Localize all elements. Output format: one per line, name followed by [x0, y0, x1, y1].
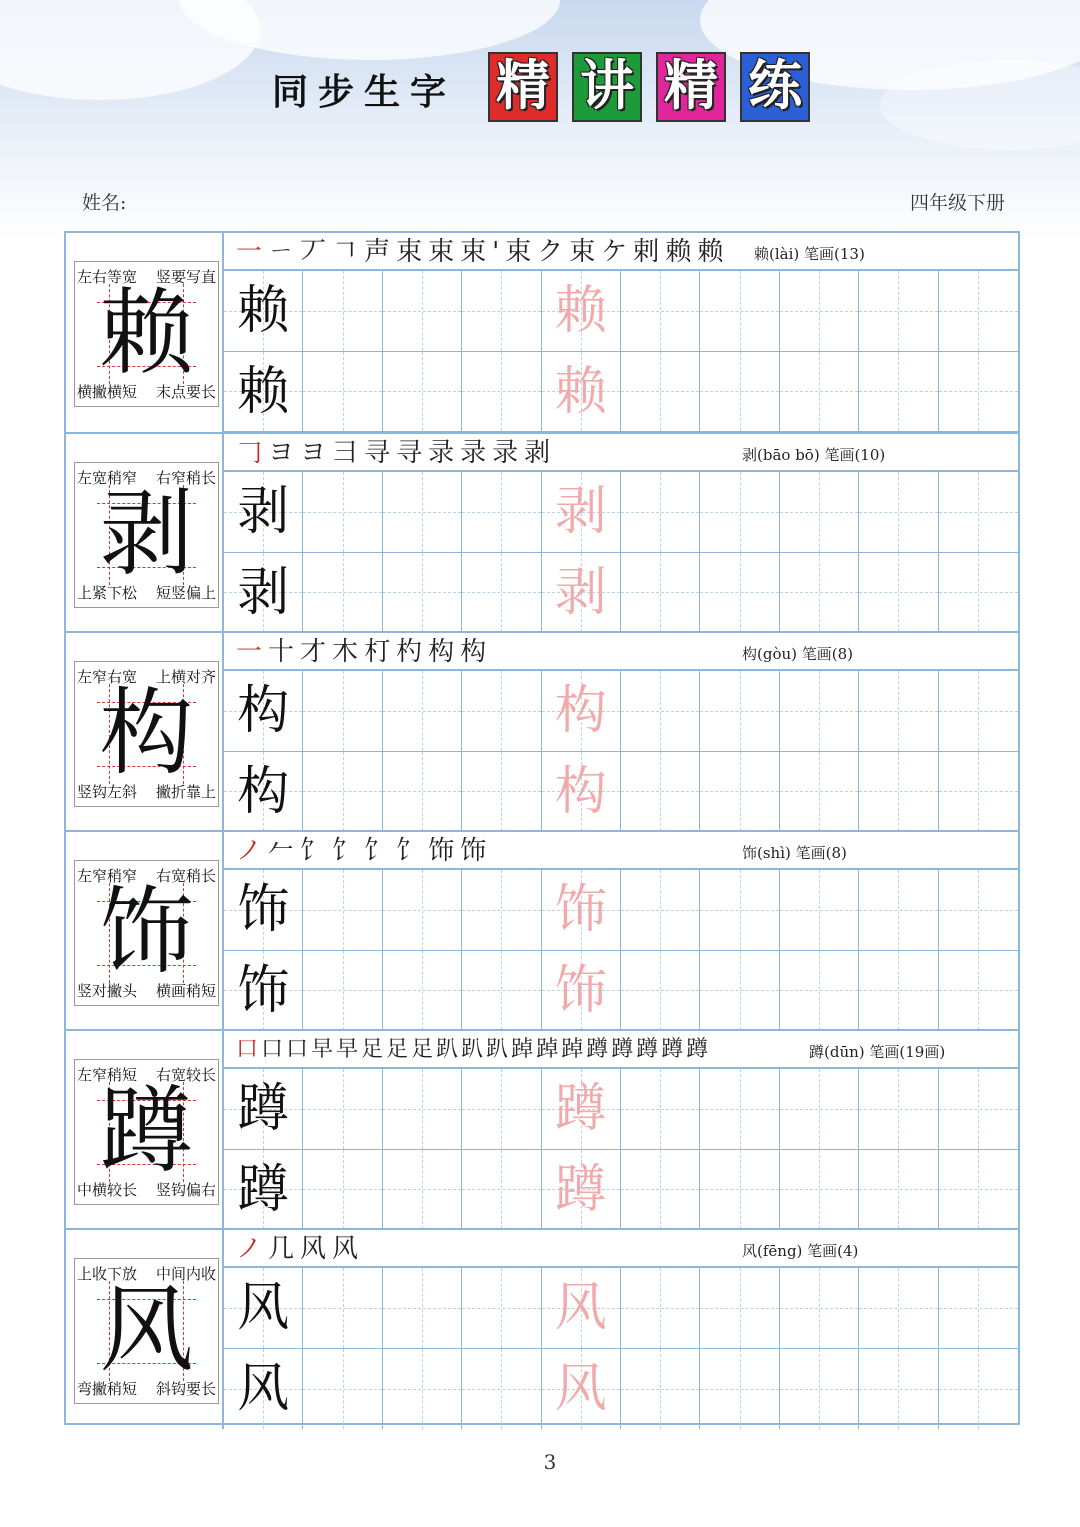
practice-cell[interactable] [462, 1349, 541, 1430]
stroke-order-row [224, 1230, 1018, 1268]
practice-cell[interactable] [462, 870, 541, 951]
writing-tip: 短竖偏上 [155, 584, 216, 602]
character-block [66, 1029, 1018, 1230]
practice-sheet [64, 231, 1020, 1425]
stroke-step: 饰 [428, 836, 461, 866]
practice-cell[interactable] [621, 553, 700, 634]
writing-tip: 左窄稍短 [77, 1066, 138, 1084]
practice-grid [224, 870, 1018, 1031]
trace-character: 构 [554, 761, 607, 822]
practice-cell[interactable] [621, 1349, 700, 1430]
model-character: 构 [237, 761, 290, 822]
practice-cell[interactable] [780, 752, 859, 833]
character-info: 饰(shì) 笔画(8) [742, 844, 847, 862]
practice-cell[interactable] [621, 1069, 700, 1150]
practice-cell[interactable] [859, 1069, 938, 1150]
practice-cell[interactable] [939, 671, 1018, 752]
stroke-step: 蹲 [611, 1037, 637, 1062]
practice-cell[interactable] [700, 752, 779, 833]
practice-grid [224, 671, 1018, 832]
stroke-step: 录 [428, 438, 461, 468]
practice-cell[interactable] [542, 1150, 621, 1231]
practice-cell[interactable] [224, 671, 303, 752]
stroke-step: 踔 [536, 1037, 562, 1062]
character-block [66, 233, 1018, 432]
stroke-step: 早 [311, 1037, 337, 1062]
practice-cell[interactable] [939, 553, 1018, 634]
reference-card [74, 462, 219, 608]
writing-tip: 左宽稍窄 [77, 469, 138, 487]
practice-cell[interactable] [462, 271, 541, 352]
writing-tip: 上横对齐 [155, 668, 216, 686]
practice-grid [224, 271, 1018, 432]
reference-character: 赖 [99, 279, 194, 388]
trace-character: 赖 [554, 281, 607, 341]
practice-cell[interactable] [542, 951, 621, 1032]
stroke-step: 寻 [364, 438, 397, 468]
stroke-sequence [236, 635, 492, 669]
writing-tip: 末点要长 [155, 383, 216, 401]
title-badge: 精 [488, 52, 558, 122]
model-character: 构 [237, 681, 290, 741]
stroke-step: 杓 [396, 637, 429, 667]
practice-cell[interactable] [542, 352, 621, 433]
practice-cell[interactable] [859, 1150, 938, 1231]
practice-cell[interactable] [462, 472, 541, 553]
reference-panel [66, 832, 224, 1031]
page-title: 同步生字 [272, 72, 457, 113]
practice-cell[interactable] [383, 472, 462, 553]
stroke-step: 赖 [665, 237, 698, 267]
stroke-step: 声 [364, 237, 397, 267]
character-block [66, 1228, 1018, 1429]
practice-cell[interactable] [700, 870, 779, 951]
reference-panel [66, 1031, 224, 1230]
practice-cell[interactable] [780, 1069, 859, 1150]
practice-cell[interactable] [224, 1268, 303, 1349]
stroke-step: 束' [460, 237, 506, 267]
stroke-step: ノ [236, 1234, 269, 1264]
trace-character: 蹲 [554, 1159, 607, 1220]
practice-cell[interactable] [780, 553, 859, 634]
stroke-step: ヨ [300, 438, 333, 468]
practice-cell[interactable] [224, 870, 303, 951]
practice-cell[interactable] [939, 870, 1018, 951]
trace-character: 饰 [554, 960, 607, 1021]
practice-cell[interactable] [462, 951, 541, 1032]
practice-cell[interactable] [383, 1349, 462, 1430]
writing-tip: 横撇横短 [77, 383, 138, 401]
stroke-step: 一 [236, 637, 269, 667]
model-character: 赖 [237, 361, 290, 422]
title-badge: 精 [656, 52, 726, 122]
stroke-step: 录 [492, 438, 525, 468]
practice-cell[interactable] [939, 1268, 1018, 1349]
stroke-step: 束ク [505, 237, 570, 267]
stroke-order-row [224, 434, 1018, 472]
reference-panel [66, 1230, 224, 1429]
reference-panel [66, 434, 224, 633]
stroke-step: ㄧ [268, 237, 301, 267]
practice-cell[interactable] [780, 472, 859, 553]
model-character: 蹲 [237, 1159, 290, 1220]
practice-cell[interactable] [780, 1268, 859, 1349]
stroke-step: 饣 [396, 836, 429, 866]
stroke-step: 踔 [511, 1037, 537, 1062]
practice-cell[interactable] [859, 553, 938, 634]
stroke-step: 口 [286, 1037, 312, 1062]
practice-cell[interactable] [700, 671, 779, 752]
practice-cell[interactable] [224, 951, 303, 1032]
stroke-sequence [236, 436, 556, 470]
stroke-step: 踔 [561, 1037, 587, 1062]
practice-grid [224, 1069, 1018, 1230]
practice-cell[interactable] [859, 271, 938, 352]
practice-cell[interactable] [462, 752, 541, 833]
writing-tip: 竖要写直 [155, 268, 216, 286]
model-character: 剥 [237, 482, 290, 542]
stroke-step: 趴 [436, 1037, 462, 1062]
practice-cell[interactable] [462, 1268, 541, 1349]
stroke-step: 彐 [332, 438, 365, 468]
practice-cell[interactable] [303, 472, 382, 553]
practice-cell[interactable] [700, 1268, 779, 1349]
writing-tip: 右宽稍长 [155, 867, 216, 885]
stroke-step: 蹲 [636, 1037, 662, 1062]
stroke-step: 寻 [396, 438, 429, 468]
practice-cell[interactable] [780, 951, 859, 1032]
practice-cell[interactable] [939, 352, 1018, 433]
title-badge: 讲 [572, 52, 642, 122]
practice-cell[interactable] [621, 1268, 700, 1349]
writing-tip: 右宽较长 [155, 1066, 216, 1084]
stroke-step: 朾 [364, 637, 397, 667]
reference-panel [66, 233, 224, 432]
writing-tip: 斜钩要长 [155, 1380, 216, 1398]
practice-cell[interactable] [542, 752, 621, 833]
practice-cell[interactable] [700, 1349, 779, 1430]
practice-cell[interactable] [621, 352, 700, 433]
stroke-sequence [236, 235, 729, 269]
writing-tip: 上收下放 [77, 1265, 138, 1283]
practice-cell[interactable] [542, 671, 621, 752]
practice-cell[interactable] [621, 951, 700, 1032]
writing-tip: 撇折靠上 [155, 783, 216, 801]
practice-cell[interactable] [383, 553, 462, 634]
reference-card [74, 261, 219, 407]
practice-cell[interactable] [383, 951, 462, 1032]
stroke-order-row [224, 1031, 1018, 1069]
trace-character: 构 [554, 681, 607, 741]
practice-cell[interactable] [939, 472, 1018, 553]
stroke-step: 束ケ [569, 237, 634, 267]
practice-cell[interactable] [859, 1268, 938, 1349]
practice-cell[interactable] [542, 870, 621, 951]
stroke-step: 足 [361, 1037, 387, 1062]
reference-card [74, 1059, 219, 1205]
practice-cell[interactable] [462, 1150, 541, 1231]
stroke-step: 饣 [300, 836, 333, 866]
stroke-step: 束 [428, 237, 461, 267]
practice-cell[interactable] [303, 1268, 382, 1349]
practice-cell[interactable] [303, 352, 382, 433]
practice-cell[interactable] [939, 1069, 1018, 1150]
stroke-step: 口 [261, 1037, 287, 1062]
stroke-step: ヨ [268, 438, 301, 468]
stroke-step: 𠂉 [268, 836, 301, 866]
trace-character: 风 [554, 1278, 607, 1338]
character-block [66, 830, 1018, 1031]
writing-tip: 中横较长 [77, 1181, 138, 1199]
stroke-step: 蹲 [686, 1037, 712, 1062]
practice-cell[interactable] [780, 271, 859, 352]
character-block [66, 432, 1018, 633]
stroke-order-row [224, 633, 1018, 671]
practice-cell[interactable] [939, 951, 1018, 1032]
practice-cell[interactable] [303, 553, 382, 634]
practice-cell[interactable] [303, 271, 382, 352]
trace-character: 赖 [554, 361, 607, 422]
page-number: 3 [543, 1450, 557, 1474]
practice-cell[interactable] [542, 553, 621, 634]
practice-cell[interactable] [303, 1349, 382, 1430]
practice-cell[interactable] [542, 472, 621, 553]
practice-cell[interactable] [859, 951, 938, 1032]
stroke-step: 丆 [300, 237, 333, 267]
stroke-step: 赖 [697, 237, 730, 267]
writing-tip: 竖钩左斜 [77, 783, 138, 801]
trace-character: 剥 [554, 562, 607, 623]
practice-cell[interactable] [303, 752, 382, 833]
model-character: 剥 [237, 562, 290, 623]
practice-cell[interactable] [939, 1150, 1018, 1231]
character-info: 赖(lài) 笔画(13) [754, 245, 865, 263]
writing-tip: 上紧下松 [77, 584, 138, 602]
practice-cell[interactable] [859, 352, 938, 433]
practice-cell[interactable] [542, 1069, 621, 1150]
practice-cell[interactable] [224, 553, 303, 634]
model-character: 蹲 [237, 1079, 290, 1139]
writing-tip: 竖对撇头 [77, 982, 138, 1000]
practice-cell[interactable] [780, 870, 859, 951]
practice-cell[interactable] [700, 472, 779, 553]
practice-cell[interactable] [700, 1069, 779, 1150]
practice-cell[interactable] [859, 472, 938, 553]
stroke-step: 趴 [486, 1037, 512, 1062]
writing-tip: 左窄右宽 [77, 668, 138, 686]
stroke-step: 剥 [524, 438, 557, 468]
practice-cell[interactable] [621, 671, 700, 752]
practice-cell[interactable] [224, 352, 303, 433]
practice-cell[interactable] [303, 1069, 382, 1150]
stroke-step: 十 [268, 637, 301, 667]
stroke-step: 早 [336, 1037, 362, 1062]
practice-cell[interactable] [224, 1349, 303, 1430]
practice-cell[interactable] [700, 553, 779, 634]
stroke-step: 剌 [633, 237, 666, 267]
practice-cell[interactable] [859, 870, 938, 951]
stroke-step: 几 [268, 1234, 301, 1264]
practice-cell[interactable] [462, 553, 541, 634]
stroke-sequence [236, 1232, 364, 1266]
model-character: 风 [237, 1278, 290, 1338]
character-info: 风(fēng) 笔画(4) [742, 1242, 859, 1260]
stroke-step: 饣 [332, 836, 365, 866]
character-info: 蹲(dūn) 笔画(19画) [809, 1043, 946, 1061]
practice-cell[interactable] [621, 271, 700, 352]
stroke-step: 一 [236, 237, 269, 267]
stroke-sequence [236, 1033, 711, 1067]
trace-character: 风 [554, 1358, 607, 1419]
reference-panel [66, 633, 224, 832]
practice-cell[interactable] [542, 271, 621, 352]
writing-tip: 中间内收 [155, 1265, 216, 1283]
stroke-step: 录 [460, 438, 493, 468]
stroke-step: 足 [411, 1037, 437, 1062]
stroke-step: 饰 [460, 836, 493, 866]
reference-character: 剥 [99, 480, 194, 589]
practice-cell[interactable] [621, 752, 700, 833]
stroke-step: 𠃌 [236, 438, 269, 468]
stroke-step: 束 [396, 237, 429, 267]
model-character: 风 [237, 1358, 290, 1419]
practice-cell[interactable] [780, 671, 859, 752]
practice-cell[interactable] [859, 752, 938, 833]
reference-character: 风 [99, 1276, 194, 1385]
practice-cell[interactable] [780, 1150, 859, 1231]
practice-cell[interactable] [780, 352, 859, 433]
practice-grid [224, 472, 1018, 633]
practice-cell[interactable] [462, 671, 541, 752]
reference-character: 饰 [99, 878, 194, 987]
stroke-step: ノ [236, 836, 269, 866]
writing-tip: 左右等宽 [77, 268, 138, 286]
practice-cell[interactable] [780, 1349, 859, 1430]
practice-cell[interactable] [542, 1349, 621, 1430]
practice-cell[interactable] [383, 271, 462, 352]
writing-tip: 弯撇稍短 [77, 1380, 138, 1398]
model-character: 赖 [237, 281, 290, 341]
grade-label: 四年级下册 [910, 192, 1006, 214]
practice-cell[interactable] [224, 1069, 303, 1150]
stroke-step: 𠃍 [332, 237, 365, 267]
stroke-step: 构 [460, 637, 493, 667]
stroke-step: 风 [300, 1234, 333, 1264]
stroke-order-row [224, 233, 1018, 271]
practice-cell[interactable] [700, 271, 779, 352]
practice-cell[interactable] [224, 271, 303, 352]
stroke-step: 饣 [364, 836, 397, 866]
stroke-step: 蹲 [586, 1037, 612, 1062]
stroke-order-row [224, 832, 1018, 870]
stroke-step: 口 [236, 1037, 262, 1062]
trace-character: 蹲 [554, 1079, 607, 1139]
practice-cell[interactable] [939, 271, 1018, 352]
practice-cell[interactable] [383, 352, 462, 433]
practice-cell[interactable] [462, 352, 541, 433]
trace-character: 剥 [554, 482, 607, 542]
practice-cell[interactable] [303, 1150, 382, 1231]
practice-cell[interactable] [621, 870, 700, 951]
practice-cell[interactable] [939, 752, 1018, 833]
reference-card [74, 1258, 219, 1404]
practice-cell[interactable] [621, 472, 700, 553]
stroke-step: 构 [428, 637, 461, 667]
stroke-sequence [236, 834, 492, 868]
practice-cell[interactable] [939, 1349, 1018, 1430]
character-info: 构(gòu) 笔画(8) [742, 645, 854, 663]
practice-cell[interactable] [383, 870, 462, 951]
practice-cell[interactable] [859, 671, 938, 752]
practice-cell[interactable] [383, 752, 462, 833]
reference-character: 构 [99, 679, 194, 788]
practice-cell[interactable] [383, 1069, 462, 1150]
practice-cell[interactable] [621, 1150, 700, 1231]
reference-card [74, 661, 219, 807]
practice-cell[interactable] [303, 870, 382, 951]
writing-tip: 竖钩偏右 [155, 1181, 216, 1199]
practice-cell[interactable] [303, 951, 382, 1032]
practice-cell[interactable] [224, 752, 303, 833]
character-block [66, 631, 1018, 832]
stroke-step: 足 [386, 1037, 412, 1062]
practice-cell[interactable] [383, 1150, 462, 1231]
reference-character: 蹲 [99, 1077, 194, 1186]
reference-card [74, 860, 219, 1006]
trace-character: 饰 [554, 880, 607, 940]
name-label: 姓名: [82, 192, 127, 214]
writing-tip: 左窄稍窄 [77, 867, 138, 885]
title-badge: 练 [740, 52, 810, 122]
practice-cell[interactable] [700, 1150, 779, 1231]
practice-cell[interactable] [700, 951, 779, 1032]
stroke-step: 趴 [461, 1037, 487, 1062]
practice-grid [224, 1268, 1018, 1429]
practice-cell[interactable] [383, 671, 462, 752]
model-character: 饰 [237, 960, 290, 1021]
writing-tip: 右窄稍长 [155, 469, 216, 487]
practice-cell[interactable] [859, 1349, 938, 1430]
model-character: 饰 [237, 880, 290, 940]
practice-cell[interactable] [224, 472, 303, 553]
practice-cell[interactable] [700, 352, 779, 433]
stroke-step: 木 [332, 637, 365, 667]
writing-tip: 横画稍短 [155, 982, 216, 1000]
practice-cell[interactable] [542, 1268, 621, 1349]
stroke-step: 蹲 [661, 1037, 687, 1062]
practice-cell[interactable] [462, 1069, 541, 1150]
practice-cell[interactable] [224, 1150, 303, 1231]
stroke-step: 风 [332, 1234, 365, 1264]
stroke-step: 才 [300, 637, 333, 667]
practice-cell[interactable] [383, 1268, 462, 1349]
character-info: 剥(bāo bō) 笔画(10) [742, 446, 886, 464]
practice-cell[interactable] [303, 671, 382, 752]
